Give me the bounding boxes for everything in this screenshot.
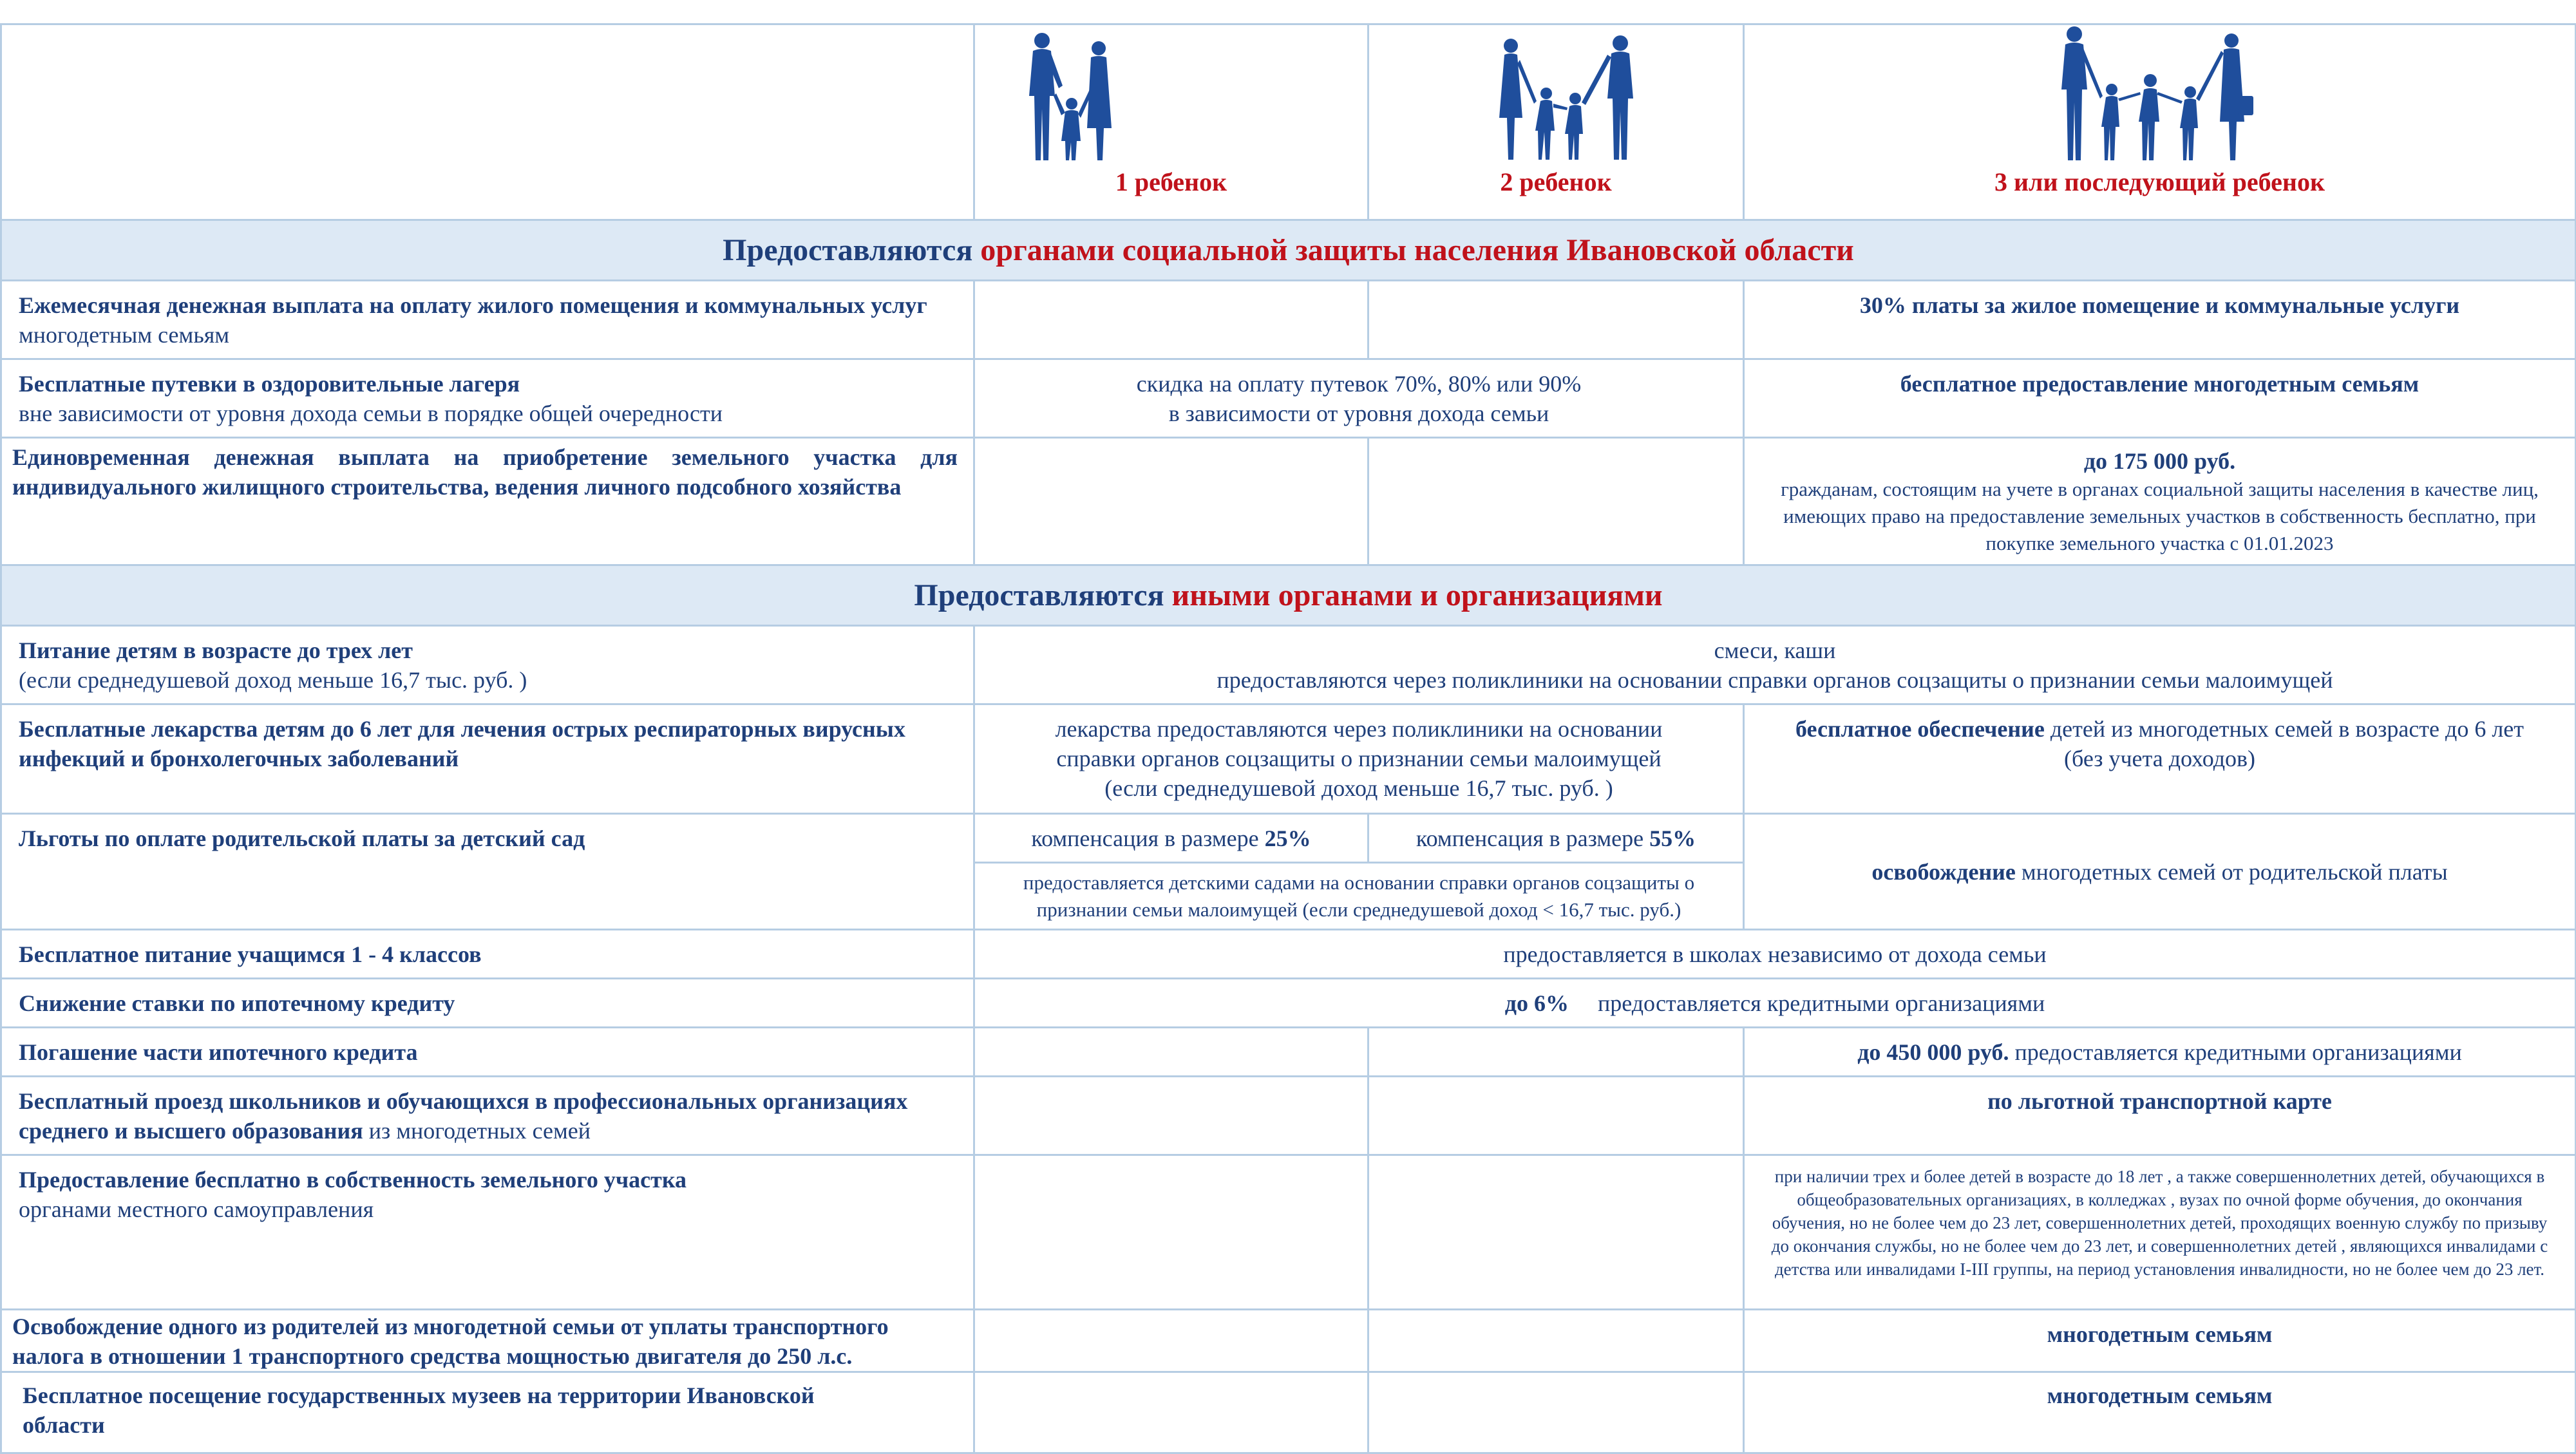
row11-col3: при наличии трех и более детей в возрасте до 18 лет , а также совершеннолетних детей, обучающихся в общеобразовательных организациях, в колледжах , вузах по очной форме обучения, до окончания обучения, но не более чем до 23 лет, совершеннолетних детей, проходящих военную службу по призыву до окончания службы, но не более чем до 23 лет, и совершеннолетних детей , являющихся инвалидами с детства или инвалидами I-III группы, на период установления инвалидности, но не более чем до 23 лет. <box>1744 1155 2576 1310</box>
row6-col2-text: компенсация в размере <box>1416 825 1650 851</box>
row10-col3: по льготной транспортной карте <box>1744 1077 2576 1155</box>
row2-col12-line1: скидка на оплату путевок 70%, 80% или 90% <box>1136 371 1582 397</box>
row3-col3 <box>1744 438 2576 565</box>
row10-label <box>1 1077 974 1155</box>
row10-label-rest: из многодетных семей <box>363 1118 591 1144</box>
row2-col3: бесплатное предоставление многодетным семьям <box>1744 359 2576 438</box>
row2-col12-line2: в зависимости от уровня дохода семьи <box>1168 401 1549 426</box>
row8-merged <box>974 979 2576 1028</box>
row5-label: Бесплатные лекарства детям до 6 лет для лечения острых респираторных вирусных инфекций и бронхолегочных заболеваний <box>1 704 974 814</box>
row5-col3-rest: детей из многодетных семей в возрасте до 6 лет <box>2044 716 2524 742</box>
section-other-organizations <box>1 565 2576 626</box>
row6-label: Льготы по оплате родительской платы за детский сад <box>1 814 974 930</box>
row6-note: предоставляется детскими садами на основании справки органов соцзащиты о признании семьи малоимущей (если среднедушевой доход < 16,7 тыс. руб.) <box>974 863 1744 930</box>
row6-col1 <box>974 814 1368 863</box>
row5-col3-bold: бесплатное обеспечение <box>1795 716 2045 742</box>
row8-rest: предоставляется кредитными организациями <box>1568 990 2045 1016</box>
row2-label-bold: Бесплатные путевки в оздоровительные лагеря <box>19 371 520 397</box>
row8-bold: до 6% <box>1504 990 1569 1016</box>
row12-label: Освобождение одного из родителей из многодетной семьи от уплаты транспортного налога в отношении 1 транспортного средства мощностью двигателя до 250 л.с. <box>1 1310 974 1372</box>
row1-label <box>1 281 974 359</box>
table-row <box>1 626 2576 704</box>
section-social-protection <box>1 220 2576 281</box>
row5-col3 <box>1744 704 2576 814</box>
row5-col3-line2: (без учета доходов) <box>2063 746 2256 771</box>
row1-col3: 30% платы за жилое помещение и коммунальные услуги <box>1744 281 2576 359</box>
header-three-children <box>1744 24 2576 220</box>
row3-col3-title: до 175 000 руб. <box>2083 448 2236 474</box>
row4-line1: смеси, каши <box>1714 637 1836 663</box>
table-row <box>1 1155 2576 1310</box>
family-three-children-icon <box>2047 25 2260 167</box>
row8-label: Снижение ставки по ипотечному кредиту <box>1 979 974 1028</box>
row2-label-rest: вне зависимости от уровня дохода семьи в порядке общей очередности <box>19 401 723 426</box>
header-col3-label: 3 или последующий ребенок <box>1994 167 2325 196</box>
table-row <box>1 1028 2576 1077</box>
header-empty-cell <box>1 24 974 220</box>
section2-highlight: иными органами и организациями <box>1171 578 1663 612</box>
row12-col3: многодетным семьям <box>1744 1310 2576 1372</box>
row5-col12 <box>974 704 1744 814</box>
row6-col3 <box>1744 814 2576 930</box>
header-one-child <box>974 24 1368 220</box>
row9-col2 <box>1368 1028 1744 1077</box>
benefits-table <box>0 23 2576 1454</box>
row9-label: Погашение части ипотечного кредита <box>1 1028 974 1077</box>
table-row <box>1 930 2576 979</box>
row6-col3-rest: многодетных семей от родительской платы <box>2015 858 2448 885</box>
row9-col3-rest: предоставляется кредитными организациями <box>2009 1039 2462 1065</box>
row11-col1 <box>974 1155 1368 1310</box>
header-col1-label: 1 ребенок <box>1115 167 1227 196</box>
row1-label-bold: Ежемесячная денежная выплата на оплату жилого помещения и коммунальных услуг <box>19 292 927 318</box>
row6-col2 <box>1368 814 1744 863</box>
row1-label-rest: многодетным семьям <box>19 322 230 348</box>
table-row <box>1 704 2576 814</box>
table-row <box>1 814 2576 863</box>
row3-col2 <box>1368 438 1744 565</box>
row3-label: Единовременная денежная выплата на приобретение земельного участка для индивидуального жилищного строительства, ведения личного подсобного хозяйства <box>1 438 974 565</box>
row4-merged <box>974 626 2576 704</box>
row2-col12 <box>974 359 1744 438</box>
row7-label: Бесплатное питание учащимся 1 - 4 классов <box>1 930 974 979</box>
row9-col3 <box>1744 1028 2576 1077</box>
row2-label <box>1 359 974 438</box>
row5-col12-line3: (если среднедушевой доход меньше 16,7 тыс. руб. ) <box>1104 775 1613 801</box>
row11-label-bold: Предоставление бесплатно в собственность земельного участка <box>19 1167 687 1193</box>
table-row <box>1 1077 2576 1155</box>
row11-label-rest: органами местного самоуправления <box>19 1196 374 1222</box>
row7-merged: предоставляется в школах независимо от дохода семьи <box>974 930 2576 979</box>
row6-col1-text: компенсация в размере <box>1031 825 1265 851</box>
row3-col3-text: гражданам, состоящим на учете в органах социальной защиты населения в качестве лиц, имеющих право на предоставление земельных участков в собственность бесплатно, при покупке земельного участка с 01.01.2023 <box>1781 478 2539 554</box>
row4-line2: предоставляются через поликлиники на основании справки органов соцзащиты о признании семьи малоимущей <box>1217 667 2333 693</box>
row12-col1 <box>974 1310 1368 1372</box>
header-two-children <box>1368 24 1744 220</box>
row10-col1 <box>974 1077 1368 1155</box>
row13-col2 <box>1368 1372 1744 1453</box>
section2-prefix: Предоставляются <box>914 578 1172 612</box>
row6-col2-value: 55% <box>1649 825 1696 851</box>
row9-col1 <box>974 1028 1368 1077</box>
table-row <box>1 359 2576 438</box>
row3-col1 <box>974 438 1368 565</box>
row11-label <box>1 1155 974 1310</box>
row13-col1 <box>974 1372 1368 1453</box>
row13-label: Бесплатное посещение государственных музеев на территории Ивановской области <box>1 1372 974 1453</box>
row5-col12-line2: справки органов соцзащиты о признании семьи малоимущей <box>1056 746 1662 771</box>
section1-highlight: органами социальной защиты населения Ивановской области <box>980 232 1854 267</box>
header-col2-label: 2 ребенок <box>1500 167 1612 196</box>
table-row <box>1 1372 2576 1453</box>
table-row <box>1 281 2576 359</box>
row13-col3: многодетным семьям <box>1744 1372 2576 1453</box>
row6-col3-bold: освобождение <box>1871 858 2016 885</box>
row12-col2 <box>1368 1310 1744 1372</box>
row10-col2 <box>1368 1077 1744 1155</box>
table-row <box>1 979 2576 1028</box>
family-one-child-icon <box>1015 32 1124 167</box>
row6-col1-value: 25% <box>1264 825 1311 851</box>
row9-col3-bold: до 450 000 руб. <box>1857 1039 2009 1065</box>
table-row <box>1 1310 2576 1372</box>
row4-label-bold: Питание детям в возрасте до трех лет <box>19 637 413 663</box>
family-two-children-icon <box>1492 34 1659 163</box>
row5-col12-line1: лекарства предоставляются через поликлиники на основании <box>1055 716 1663 742</box>
table-row <box>1 438 2576 565</box>
row1-col2 <box>1368 281 1744 359</box>
row4-label <box>1 626 974 704</box>
section1-prefix: Предоставляются <box>723 232 981 267</box>
row11-col2 <box>1368 1155 1744 1310</box>
row10-label-bold: Бесплатный проезд школьников и обучающихся в профессиональных организациях среднего и высшего образования <box>19 1088 908 1144</box>
row4-label-rest: (если среднедушевой доход меньше 16,7 тыс. руб. ) <box>19 667 527 693</box>
row1-col1 <box>974 281 1368 359</box>
